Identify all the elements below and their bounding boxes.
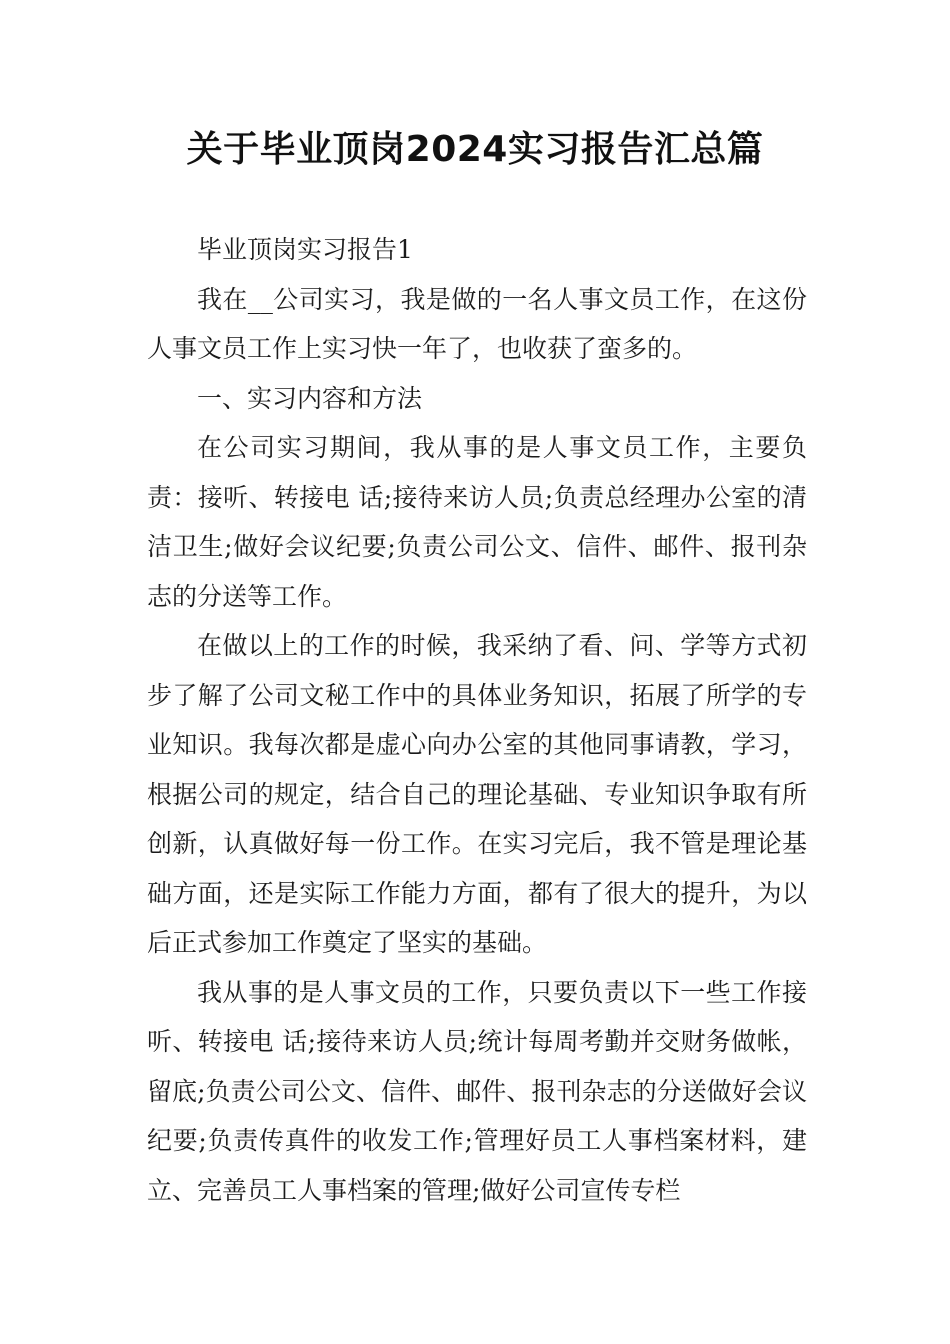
document-title: 关于毕业顶岗2024实习报告汇总篇 [186,129,764,170]
body-paragraph: 在公司实习期间，我从事的是人事文员工作，主要负责：接听、转接电 话;接待来访人员;负责总经理办公室的清洁卫生;做好会议纪要;负责公司公文、信件、邮件、报刊杂志的分送等工作。 [147,433,807,611]
document-body [147,225,807,1215]
body-paragraph: 在做以上的工作的时候，我采纳了看、问、学等方式初步了解了公司文秘工作中的具体业务知识，拓展了所学的专业知识。我每次都是虚心向办公室的其他同事请教，学习，根据公司的规定，结合自己的理论基础、专业知识争取有所创新，认真做好每一份工作。在实习完后，我不管是理论基础方面，还是实际工作能力方面，都有了很大的提升，为以后正式参加工作奠定了坚实的基础。 [147,631,807,957]
section-heading: 毕业顶岗实习报告1 [197,235,413,264]
body-paragraph: 我从事的是人事文员的工作，只要负责以下一些工作接听、转接电 话;接待来访人员;统计每周考勤并交财务做帐，留底;负责公司公文、信件、邮件、报刊杂志的分送做好会议纪要;负责传真件的收发工作;管理好员工人事档案材料，建立、完善员工人事档案的管理;做好公司宣传专栏 [147,977,807,1205]
body-paragraph: 我在__公司实习，我是做的一名人事文员工作，在这份人事文员工作上实习快一年了，也收获了蛮多的。 [147,284,807,363]
section-heading: 一、实习内容和方法 [197,383,423,413]
